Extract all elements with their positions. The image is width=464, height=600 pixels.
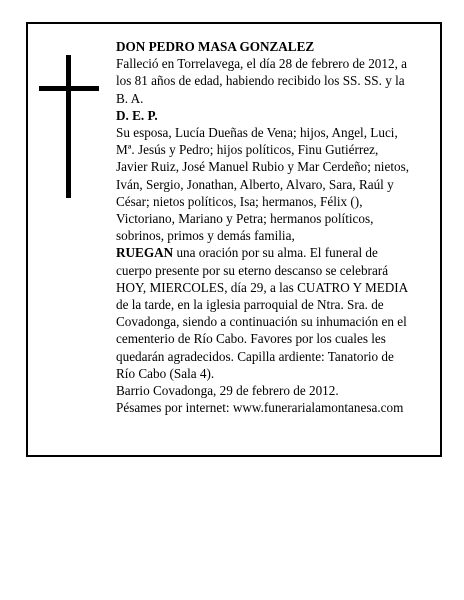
family-line: César; nietos políticos, Isa; hermanos, Félix (),: [116, 193, 363, 209]
death-line: los 81 años de edad, habiendo recibido los SS. SS. y la: [116, 73, 405, 89]
family-line: Mª. Jesús y Pedro; hijos políticos, Finu Gutiérrez,: [116, 142, 379, 158]
funeral-line: cementerio de Río Cabo. Favores por los cuales les: [116, 331, 386, 347]
obituary-notice: [26, 22, 442, 457]
family-line: Iván, Sergio, Jonathan, Alberto, Alvaro, Sara, Raúl y: [116, 176, 394, 192]
death-line: Falleció en Torrelavega, el día 28 de febrero de 2012, a: [116, 56, 408, 72]
cross-vertical-bar: [66, 55, 71, 198]
obituary-text: [116, 38, 436, 416]
dep-heading: D. E. P.: [116, 107, 158, 123]
funeral-line: HOY, MIERCOLES, día 29, a las CUATRO Y MEDIA: [116, 279, 409, 295]
ruegan-rest: una oración por su alma. El funeral de: [173, 245, 378, 261]
death-line: B. A.: [116, 90, 144, 106]
family-line: sobrinos, primos y demás familia,: [116, 228, 295, 244]
funeral-line: quedarán agradecidos. Capilla ardiente: Tanatorio de: [116, 348, 394, 364]
funeral-line: cuerpo presente por su eterno descanso se celebrará: [116, 262, 389, 278]
ruegan-line: [116, 244, 436, 261]
condolences-line: Pésames por internet: www.funerarialamontanesa.com: [116, 400, 404, 416]
family-line: Su esposa, Lucía Dueñas de Vena; hijos, Angel, Luci,: [116, 125, 398, 141]
family-line: Javier Ruiz, José Manuel Rubio y Mar Cerdeño; nietos,: [116, 159, 410, 175]
funeral-line: de la tarde, en la iglesia parroquial de Ntra. Sra. de: [116, 297, 384, 313]
cross-horizontal-bar: [39, 86, 99, 91]
place-date: Barrio Covadonga, 29 de febrero de 2012.: [116, 383, 339, 399]
ruegan-word: RUEGAN: [116, 245, 174, 261]
family-line: Victoriano, Mariano y Petra; hermanos políticos,: [116, 211, 374, 227]
deceased-name: DON PEDRO MASA GONZALEZ: [116, 39, 315, 54]
funeral-line: Covadonga, siendo a continuación su inhumación en el: [116, 314, 407, 330]
funeral-line: Río Cabo (Sala 4).: [116, 365, 215, 381]
